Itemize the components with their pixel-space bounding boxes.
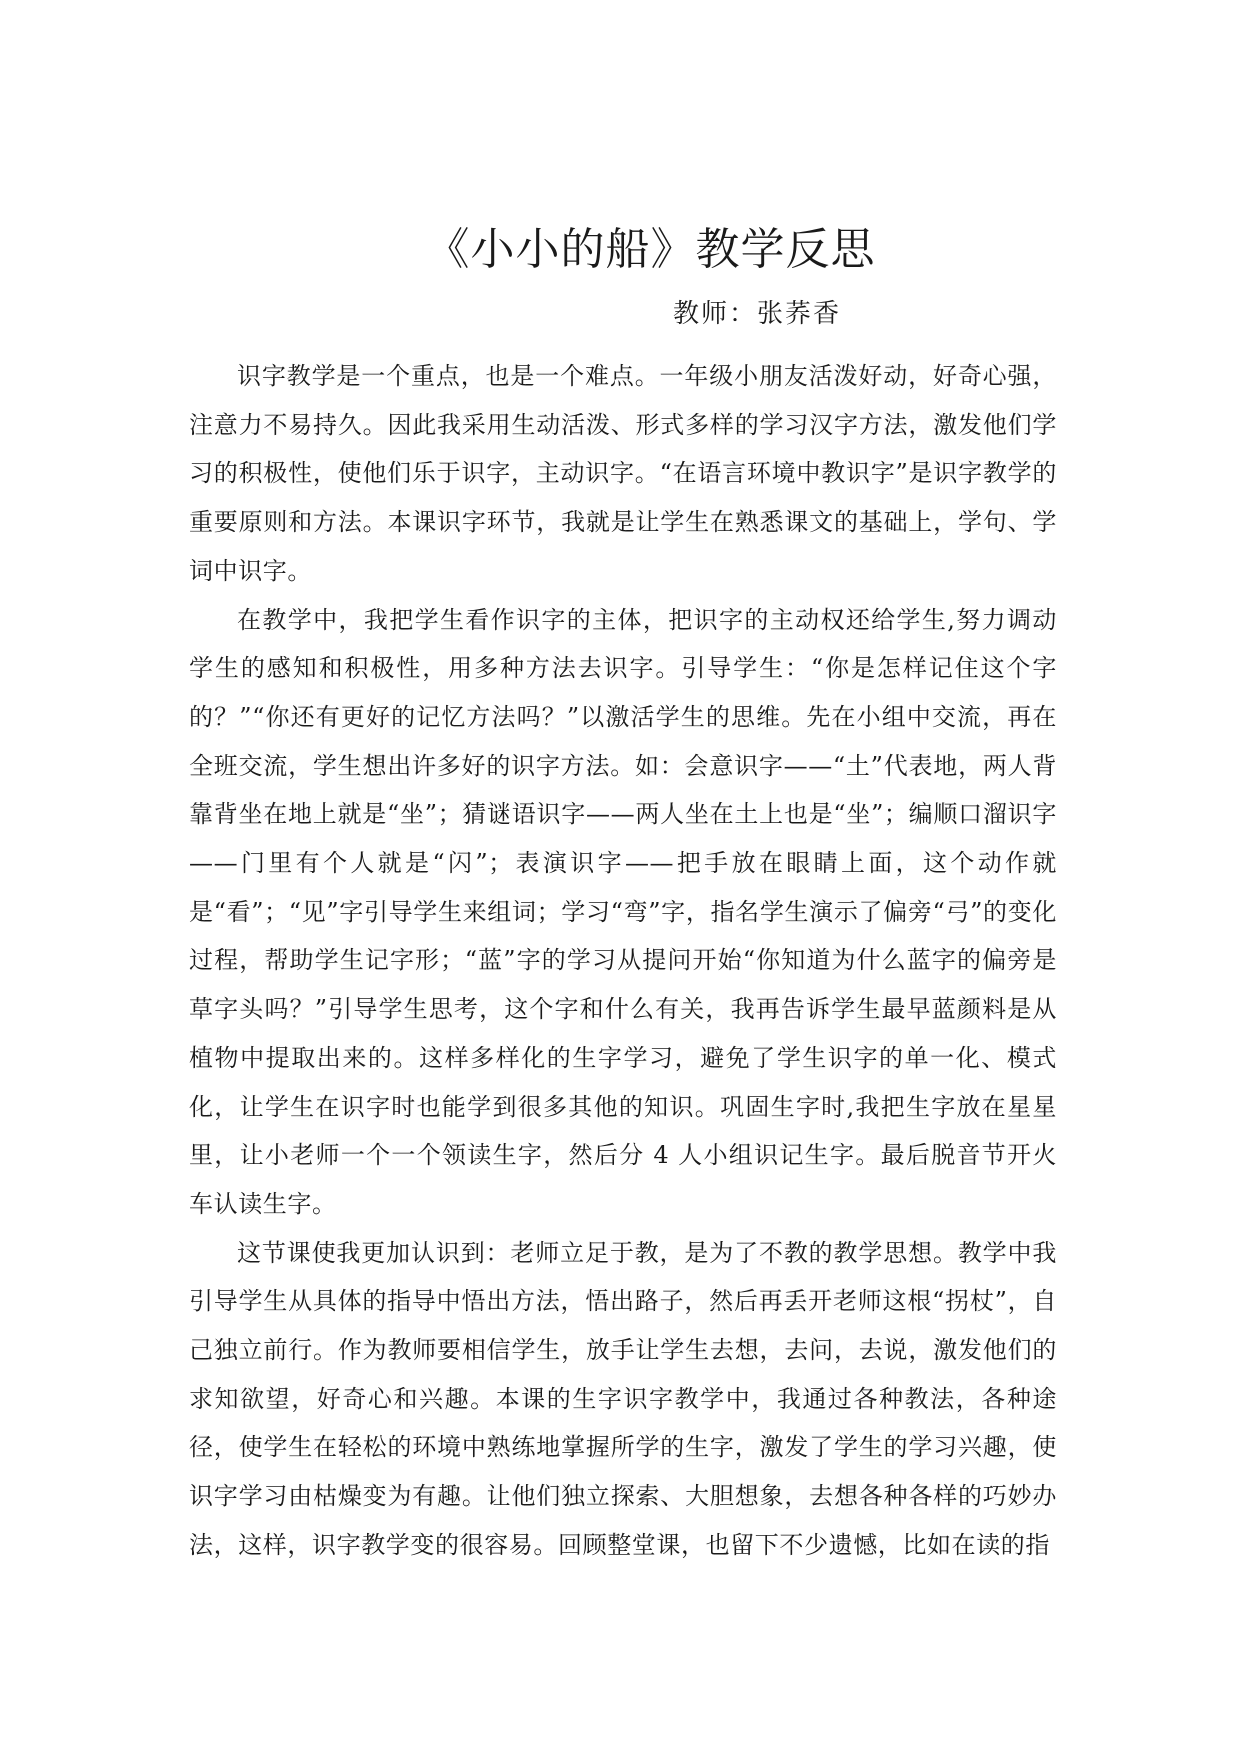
paragraph-3: 这节课使我更加认识到：老师立足于教，是为了不教的教学思想。教学中我引导学生从具体的指导中悟出方法，悟出路子，然后再丢开老师这根“拐杖”，自己独立前行。作为教师要相信学生，放手让学生去想，去问，去说，激发他们的求知欲望，好奇心和兴趣。本课的生字识字教学中，我通过各种教法，各种途径，使学生在轻松的环境中熟练地掌握所学的生字，激发了学生的学习兴趣，使识字学习由枯燥变为有趣。让他们独立探索、大胆想象，去想各种各样的巧妙办法，这样，识字教学变的很容易。回顾整堂课，也留下不少遗憾，比如在读的指	[189, 1238, 1057, 1559]
paragraph-1: 识字教学是一个重点，也是一个难点。一年级小朋友活泼好动，好奇心强，注意力不易持久。因此我采用生动活泼、形式多样的学习汉字方法，激发他们学习的积极性，使他们乐于识字，主动识字。“在语言环境中教识字”是识字教学的重要原则和方法。本课识字环节，我就是让学生在熟悉课文的基础上，学句、学词中识字。	[189, 362, 1057, 585]
document-title: 《小小的船》教学反思	[425, 224, 876, 275]
paragraph-2: 在教学中，我把学生看作识字的主体，把识字的主动权还给学生,努力调动学生的感知和积极性，用多种方法去识字。引导学生：“你是怎样记住这个字的？”“你还有更好的记忆方法吗？”以激活学生的思维。先在小组中交流，再在全班交流，学生想出许多好的识字方法。如：会意识字——“土”代表地，两人背靠背坐在地上就是“坐”；猜谜语识字——两人坐在土上也是“坐”；编顺口溜识字——门里有个人就是“闪”；表演识字——把手放在眼睛上面，这个动作就是“看”；“见”字引导学生来组词；学习“弯”字，指名学生演示了偏旁“弓”的变化过程，帮助学生记字形；“蓝”字的学习从提问开始“你知道为什么蓝字的偏旁是草字头吗？”引导学生思考，这个字和什么有关，我再告诉学生最早蓝颜料是从植物中提取出来的。这样多样化的生字学习，避免了学生识字的单一化、模式化，让学生在识字时也能学到很多其他的知识。巩固生字时,我把生字放在星星里，让小老师一个一个领读生字，然后分 4 人小组识记生字。最后脱音节开火车认读生字。	[189, 605, 1057, 1218]
author-line: 教师：张荞香	[673, 299, 842, 329]
document-body	[189, 352, 1057, 1570]
